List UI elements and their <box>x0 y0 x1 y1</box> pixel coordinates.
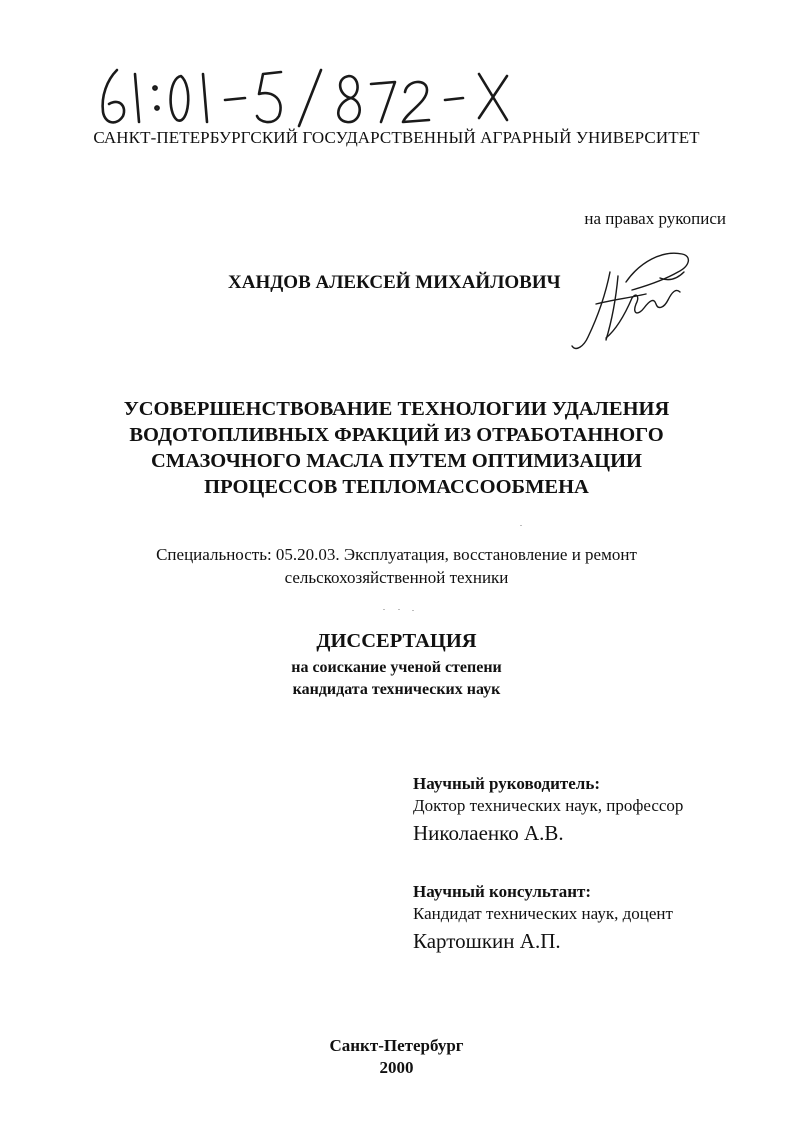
specialty-line: сельскохозяйственной техники <box>284 568 509 587</box>
scan-speck <box>398 609 400 610</box>
scan-speck <box>383 609 385 610</box>
university-name: САНКТ-ПЕТЕРБУРГСКИЙ ГОСУДАРСТВЕННЫЙ АГРАРНЫЙ УНИВЕРСИТЕТ <box>93 128 700 147</box>
archive-code-handwritten <box>95 62 515 134</box>
scan-speck <box>520 525 522 526</box>
title-line: СМАЗОЧНОГО МАСЛА ПУТЕМ ОПТИМИЗАЦИИ <box>151 450 642 472</box>
specialty <box>0 543 793 589</box>
consultant-block <box>413 881 673 955</box>
supervisor-label: Научный руководитель: <box>413 774 600 793</box>
dissertation-title <box>0 396 793 500</box>
supervisor-rank: Доктор технических наук, профессор <box>413 796 684 815</box>
specialty-line: Специальность: 05.20.03. Эксплуатация, восстановление и ремонт <box>156 545 637 564</box>
supervisor-block <box>413 773 683 847</box>
author-signature <box>566 242 696 357</box>
subtitle-line: кандидата технических наук <box>292 681 501 698</box>
dissertation-heading: ДИССЕРТАЦИЯ <box>316 630 477 652</box>
dissertation-subtitle <box>0 657 793 701</box>
year: 2000 <box>379 1058 414 1077</box>
rights-note: на правах рукописи <box>584 209 726 228</box>
title-line: ПРОЦЕССОВ ТЕПЛОМАССООБМЕНА <box>204 476 589 498</box>
author-name: ХАНДОВ АЛЕКСЕЙ МИХАЙЛОВИЧ <box>228 272 561 293</box>
city: Санкт-Петербург <box>329 1036 464 1055</box>
consultant-label: Научный консультант: <box>413 882 592 901</box>
supervisor-name: Николаенко А.В. <box>413 821 564 845</box>
consultant-name: Картошкин А.П. <box>413 929 561 953</box>
title-line: ВОДОТОПЛИВНЫХ ФРАКЦИЙ ИЗ ОТРАБОТАННОГО <box>129 424 664 446</box>
title-line: УСОВЕРШЕНСТВОВАНИЕ ТЕХНОЛОГИИ УДАЛЕНИЯ <box>123 398 670 420</box>
subtitle-line: на соискание ученой степени <box>291 659 502 676</box>
consultant-rank: Кандидат технических наук, доцент <box>413 904 673 923</box>
scan-speck <box>412 610 414 611</box>
